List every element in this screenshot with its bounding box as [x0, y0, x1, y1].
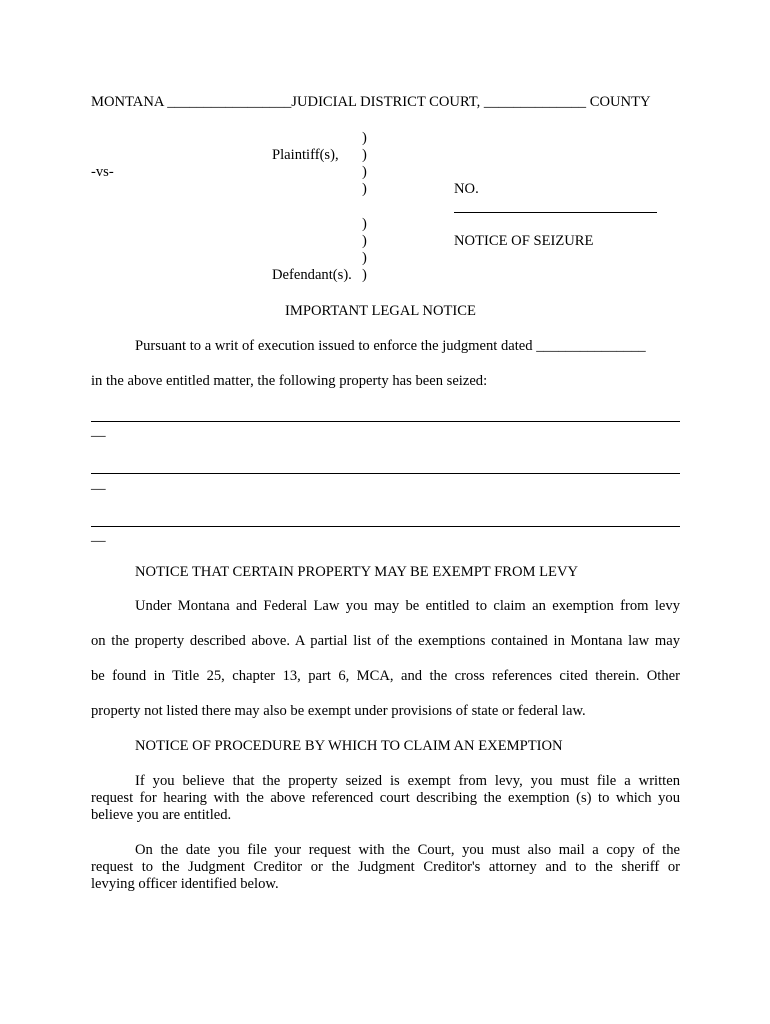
caption-paren: ) — [362, 233, 367, 249]
defendant-label: Defendant(s). — [272, 267, 352, 283]
caption-paren: ) — [362, 164, 367, 180]
exempt-line-2: on the property described above. A partial list of the exemptions contained in Montana law may — [91, 633, 680, 649]
mail-line-2: request to the Judgment Creditor or the Judgment Creditor's attorney and to the sheriff or — [91, 859, 680, 875]
heading-important-notice: IMPORTANT LEGAL NOTICE — [285, 303, 476, 319]
exempt-line-1: Under Montana and Federal Law you may be entitled to claim an exemption from levy — [135, 598, 680, 614]
mail-line-3: levying officer identified below. — [91, 876, 279, 892]
exempt-line-4: property not listed there may also be exempt under provisions of state or federal law. — [91, 703, 586, 719]
caption-paren: ) — [362, 147, 367, 163]
caption-paren: ) — [362, 181, 367, 197]
caption-paren: ) — [362, 250, 367, 266]
caption-paren: ) — [362, 267, 367, 283]
court-line: MONTANA _________________JUDICIAL DISTRICT COURT, ______________ COUNTY — [91, 94, 651, 110]
property-blank-line-tail: — — [91, 533, 106, 549]
plaintiff-label: Plaintiff(s), — [272, 147, 339, 163]
procedure-line-2: request for hearing with the above referenced court describing the exemption (s) to which you — [91, 790, 680, 806]
mail-line-1: On the date you file your request with the Court, you must also mail a copy of the — [135, 842, 680, 858]
procedure-line-3: believe you are entitled. — [91, 807, 232, 823]
seizure-line-2: in the above entitled matter, the following property has been seized: — [91, 373, 488, 389]
case-number-label: NO. — [454, 181, 479, 197]
case-number-blank — [454, 212, 657, 213]
property-blank-line-tail: — — [91, 428, 106, 444]
property-blank-line — [91, 526, 680, 527]
property-blank-line-tail: — — [91, 481, 106, 497]
seizure-line-1: Pursuant to a writ of execution issued to enforce the judgment dated _______________ — [135, 338, 646, 354]
document-title: NOTICE OF SEIZURE — [454, 233, 594, 249]
caption-paren: ) — [362, 216, 367, 232]
vs-label: -vs- — [91, 164, 114, 180]
property-blank-line — [91, 473, 680, 474]
exempt-line-3: be found in Title 25, chapter 13, part 6, MCA, and the cross references cited therein. Other — [91, 668, 680, 684]
heading-exempt: NOTICE THAT CERTAIN PROPERTY MAY BE EXEMPT FROM LEVY — [135, 564, 579, 580]
caption-paren: ) — [362, 130, 367, 146]
heading-procedure: NOTICE OF PROCEDURE BY WHICH TO CLAIM AN EXEMPTION — [135, 738, 563, 754]
property-blank-line — [91, 421, 680, 422]
procedure-line-1: If you believe that the property seized is exempt from levy, you must file a written — [135, 773, 680, 789]
